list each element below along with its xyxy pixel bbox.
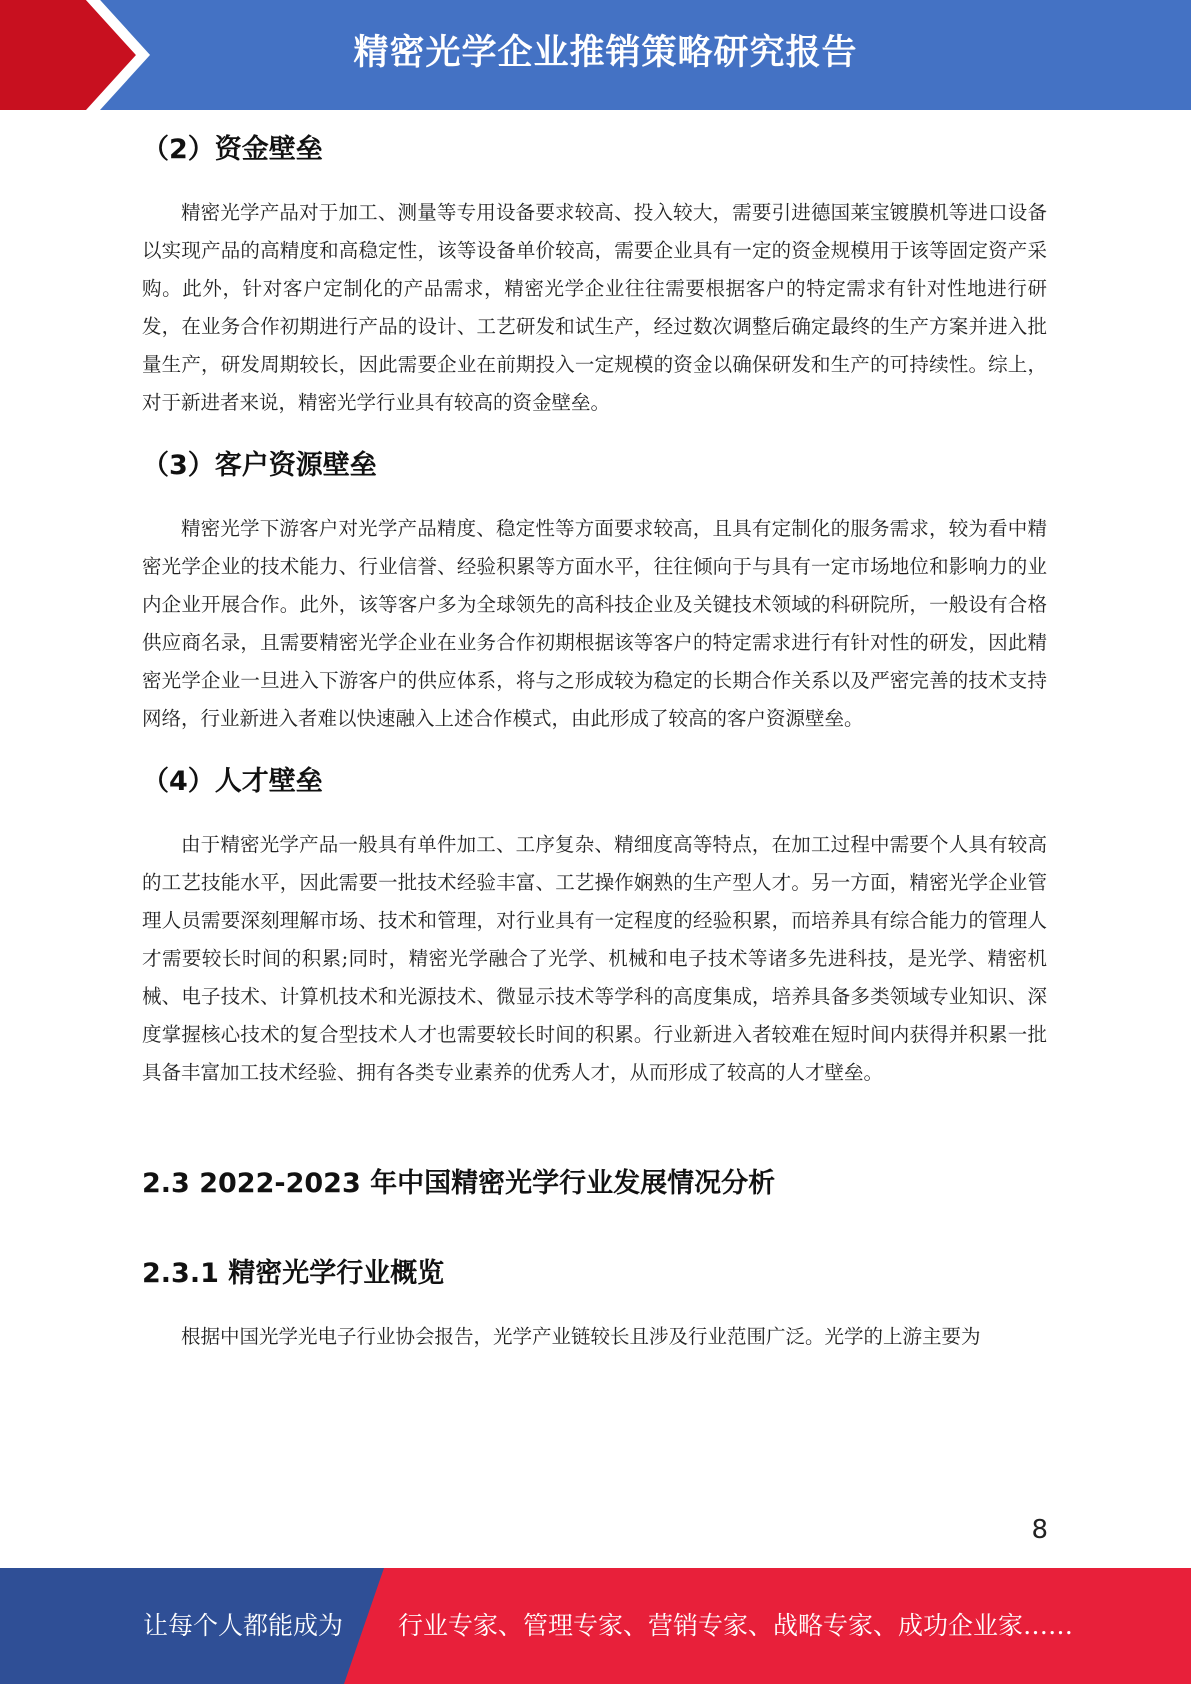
footer-slogan-right: 行业专家、管理专家、营销专家、战略专家、成功企业家…… (398, 1611, 1074, 1640)
page-content (142, 118, 1047, 1356)
talent-barrier-heading: （4）人才壁垒 (142, 766, 323, 797)
report-title: 精密光学企业推销策略研究报告 (353, 33, 858, 73)
section-2-3-1-paragraph: 根据中国光学光电子行业协会报告，光学产业链较长且涉及行业范围广泛。光学的上游主要为 (181, 1325, 981, 1348)
funding-barrier-paragraph: 精密光学产品对于加工、测量等专用设备要求较高、投入较大，需要引进德国莱宝镀膜机等进口设备以实现产品的高精度和高稳定性，该等设备单价较高，需要企业具有一定的资金规模用于该等固定资产采购。此外，针对客户定制化的产品需求，精密光学企业往往需要根据客户的特定需求有针对性地进行研发，在业务合作初期进行产品的设计、工艺研发和试生产，经过数次调整后确定最终的生产方案并进入批量生产，研发周期较长，因此需要企业在前期投入一定规模的资金以确保研发和生产的可持续性。综上，对于新进者来说，精密光学行业具有较高的资金壁垒。 (142, 201, 1047, 414)
page-number: 8 (1031, 1515, 1048, 1545)
footer-banner (0, 1568, 1191, 1684)
talent-barrier-paragraph: 由于精密光学产品一般具有单件加工、工序复杂、精细度高等特点，在加工过程中需要个人具有较高的工艺技能水平，因此需要一批技术经验丰富、工艺操作娴熟的生产型人才。另一方面，精密光学企业管理人员需要深刻理解市场、技术和管理，对行业具有一定程度的经验积累，而培养具有综合能力的管理人才需要较长时间的积累;同时，精密光学融合了光学、机械和电子技术等诸多先进科技，是光学、精密机械、电子技术、计算机技术和光源技术、微显示技术等学科的高度集成，培养具备多类领域专业知识、深度掌握核心技术的复合型技术人才也需要较长时间的积累。行业新进入者较难在短时间内获得并积累一批具备丰富加工技术经验、拥有各类专业素养的优秀人才，从而形成了较高的人才壁垒。 (142, 833, 1047, 1084)
customer-barrier-paragraph: 精密光学下游客户对光学产品精度、稳定性等方面要求较高，且具有定制化的服务需求，较为看中精密光学企业的技术能力、行业信誉、经验积累等方面水平，往往倾向于与具有一定市场地位和影响力的业内企业开展合作。此外，该等客户多为全球领先的高科技企业及关键技术领域的科研院所，一般设有合格供应商名录，且需要精密光学企业在业务合作初期根据该等客户的特定需求进行有针对性的研发，因此精密光学企业一旦进入下游客户的供应体系，将与之形成较为稳定的长期合作关系以及严密完善的技术支持网络，行业新进入者难以快速融入上述合作模式，由此形成了较高的客户资源壁垒。 (142, 517, 1047, 730)
funding-barrier-heading: （2）资金壁垒 (142, 134, 323, 165)
section-2-3-heading: 2.3 2022-2023 年中国精密光学行业发展情况分析 (142, 1168, 776, 1199)
section-2-3-1-heading: 2.3.1 精密光学行业概览 (142, 1258, 445, 1289)
customer-barrier-heading: （3）客户资源壁垒 (142, 450, 377, 481)
footer-slogan-left: 让每个人都能成为 (143, 1611, 344, 1640)
